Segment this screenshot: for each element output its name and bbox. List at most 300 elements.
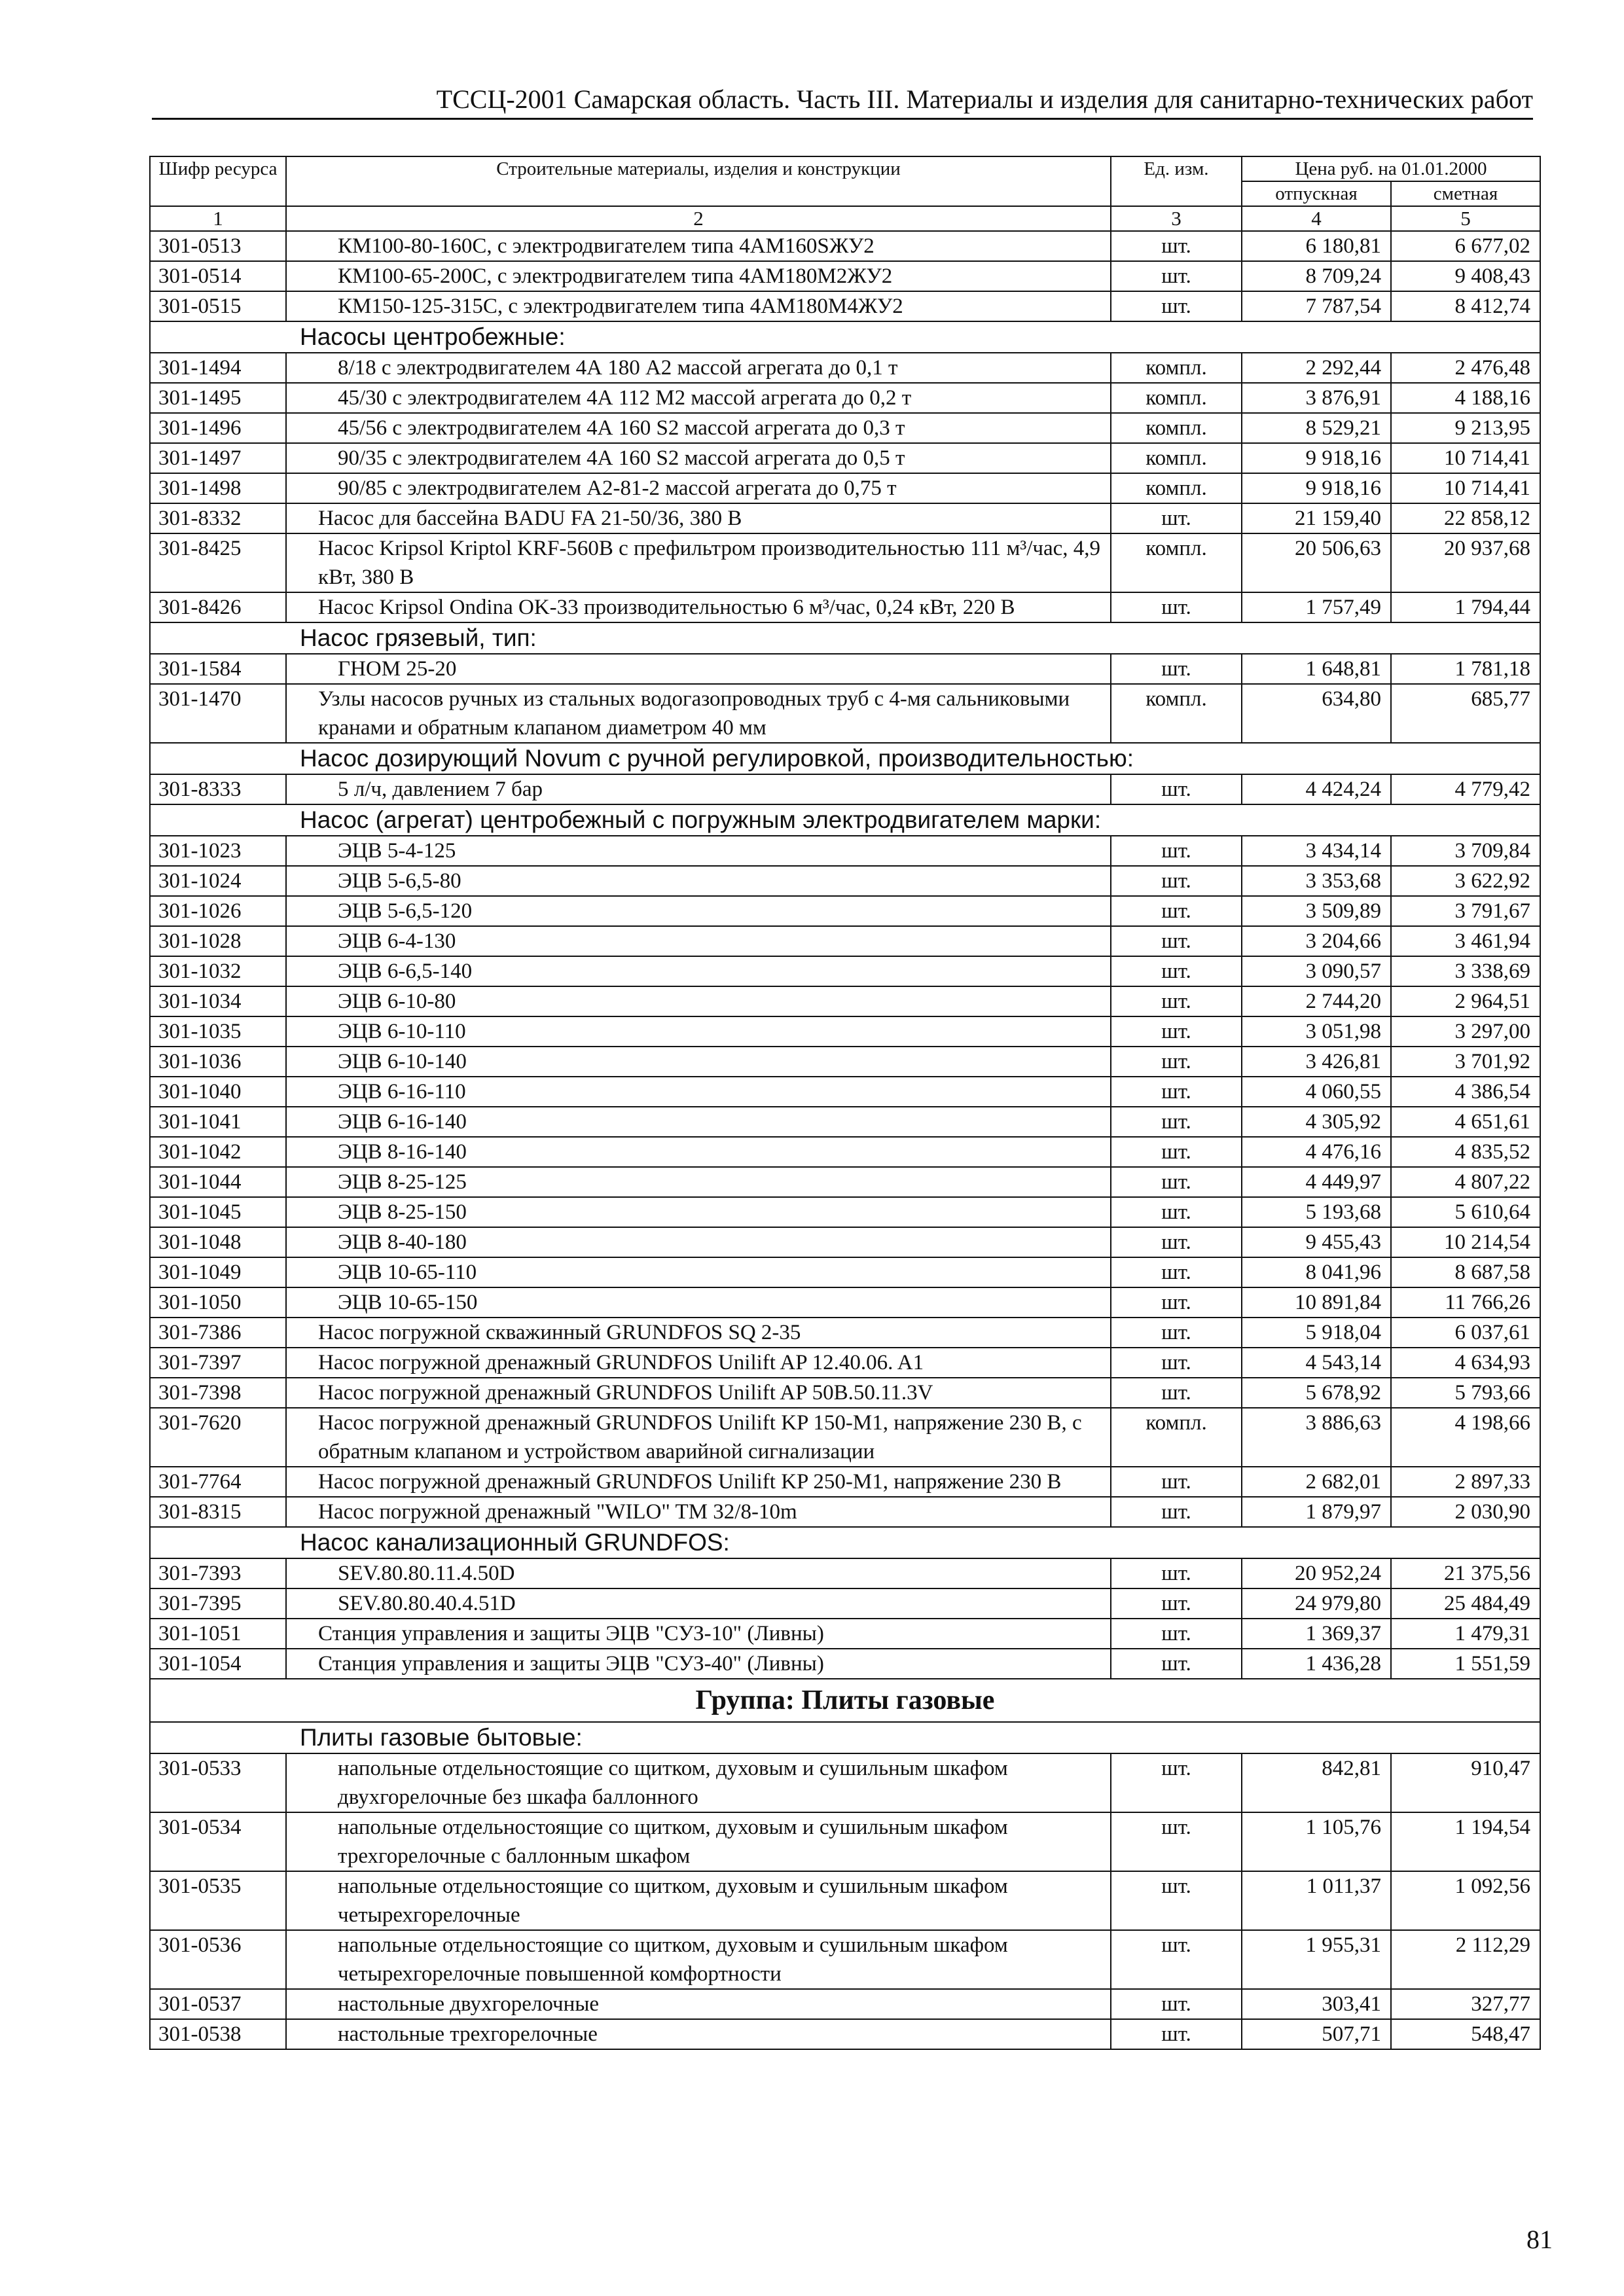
unit-cell: компл. [1111,443,1242,473]
resource-code-cell: 301-1049 [150,1257,286,1287]
resource-code-cell: 301-1041 [150,1107,286,1137]
resource-code-cell: 301-1036 [150,1047,286,1077]
unit-cell: шт. [1111,592,1242,622]
estimate-price-cell: 9 408,43 [1391,261,1540,291]
unit-cell: шт. [1111,1871,1242,1930]
table-row [150,1107,1540,1137]
table-row [150,1753,1540,1812]
table-row [150,1348,1540,1378]
resource-code-cell: 301-1034 [150,986,286,1016]
resource-code-cell: 301-7764 [150,1467,286,1497]
estimate-price-cell: 3 709,84 [1391,836,1540,866]
resource-code-cell: 301-1028 [150,926,286,956]
table-row [150,1257,1540,1287]
header-price-release: отпускная [1242,181,1391,206]
resource-code-cell: 301-1024 [150,866,286,896]
table-row [150,956,1540,986]
release-price-cell: 4 060,55 [1242,1077,1391,1107]
estimate-price-cell: 5 793,66 [1391,1378,1540,1408]
release-price-cell: 634,80 [1242,684,1391,743]
release-price-cell: 4 476,16 [1242,1137,1391,1167]
release-price-cell: 1 011,37 [1242,1871,1391,1930]
material-name-cell: ЭЦВ 8-16-140 [286,1137,1111,1167]
section-heading-row [150,743,1540,774]
material-name-cell: Насос погружной дренажный GRUNDFOS Unilift KP 150-M1, напряжение 230 В, с обратным клапаном и устройством аварийной сигнализации [286,1408,1111,1467]
table-row [150,533,1540,592]
price-table-body [150,231,1540,2049]
column-number: 2 [286,206,1111,231]
section-heading-row [150,321,1540,353]
material-name-cell: Станция управления и защиты ЭЦВ "СУЗ-10" (Ливны) [286,1619,1111,1649]
unit-cell: шт. [1111,866,1242,896]
table-row [150,383,1540,413]
table-row [150,291,1540,321]
column-number: 4 [1242,206,1391,231]
material-name-cell: ЭЦВ 6-4-130 [286,926,1111,956]
resource-code-cell: 301-1040 [150,1077,286,1107]
estimate-price-cell: 22 858,12 [1391,503,1540,533]
resource-code-cell: 301-1042 [150,1137,286,1167]
material-name-cell: Насос погружной дренажный GRUNDFOS Unilift AP 50B.50.11.3V [286,1378,1111,1408]
material-name-cell: Насос Kripsol Ondina OK-33 производительностью 6 м³/час, 0,24 кВт, 220 В [286,592,1111,622]
material-name-cell: ЭЦВ 5-6,5-120 [286,896,1111,926]
resource-code-cell: 301-1498 [150,473,286,503]
table-row [150,1558,1540,1588]
resource-code-cell: 301-1035 [150,1016,286,1047]
unit-cell: шт. [1111,654,1242,684]
column-number: 3 [1111,206,1242,231]
unit-cell: шт. [1111,1378,1242,1408]
estimate-price-cell: 9 213,95 [1391,413,1540,443]
unit-cell: шт. [1111,1558,1242,1588]
estimate-price-cell: 910,47 [1391,1753,1540,1812]
table-row [150,1227,1540,1257]
release-price-cell: 1 369,37 [1242,1619,1391,1649]
release-price-cell: 3 876,91 [1242,383,1391,413]
resource-code-cell: 301-8426 [150,592,286,622]
resource-code-cell: 301-0535 [150,1871,286,1930]
resource-code-cell: 301-1584 [150,654,286,684]
estimate-price-cell: 2 897,33 [1391,1467,1540,1497]
table-row [150,413,1540,443]
estimate-price-cell: 1 479,31 [1391,1619,1540,1649]
release-price-cell: 3 426,81 [1242,1047,1391,1077]
unit-cell: шт. [1111,774,1242,804]
section-heading: Плиты газовые бытовые: [150,1722,1540,1753]
material-name-cell: ЭЦВ 10-65-110 [286,1257,1111,1287]
section-heading-row [150,804,1540,836]
material-name-cell: 90/35 с электродвигателем 4А 160 S2 массой агрегата до 0,5 т [286,443,1111,473]
unit-cell: шт. [1111,1497,1242,1527]
estimate-price-cell: 6 037,61 [1391,1318,1540,1348]
unit-cell: шт. [1111,986,1242,1016]
group-heading-row [150,1679,1540,1722]
table-row [150,1408,1540,1467]
resource-code-cell: 301-1050 [150,1287,286,1318]
table-row [150,1812,1540,1871]
estimate-price-cell: 4 198,66 [1391,1408,1540,1467]
release-price-cell: 303,41 [1242,1989,1391,2019]
estimate-price-cell: 25 484,49 [1391,1588,1540,1619]
unit-cell: шт. [1111,1753,1242,1812]
estimate-price-cell: 4 634,93 [1391,1348,1540,1378]
release-price-cell: 507,71 [1242,2019,1391,2049]
material-name-cell: ЭЦВ 6-16-110 [286,1077,1111,1107]
material-name-cell: настольные двухгорелочные [286,1989,1111,2019]
release-price-cell: 9 918,16 [1242,443,1391,473]
release-price-cell: 2 744,20 [1242,986,1391,1016]
resource-code-cell: 301-8425 [150,533,286,592]
unit-cell: шт. [1111,1137,1242,1167]
release-price-cell: 5 918,04 [1242,1318,1391,1348]
estimate-price-cell: 1 092,56 [1391,1871,1540,1930]
release-price-cell: 24 979,80 [1242,1588,1391,1619]
unit-cell: шт. [1111,926,1242,956]
estimate-price-cell: 8 687,58 [1391,1257,1540,1287]
material-name-cell: Насос погружной скважинный GRUNDFOS SQ 2-35 [286,1318,1111,1348]
unit-cell: шт. [1111,1930,1242,1989]
release-price-cell: 1 757,49 [1242,592,1391,622]
material-name-cell: Насос для бассейна BADU FA 21-50/36, 380 В [286,503,1111,533]
estimate-price-cell: 1 781,18 [1391,654,1540,684]
material-name-cell: Узлы насосов ручных из стальных водогазопроводных труб с 4-мя сальниковыми кранами и обратным клапаном диаметром 40 мм [286,684,1111,743]
material-name-cell: ЭЦВ 8-25-150 [286,1197,1111,1227]
material-name-cell: КМ100-80-160С, с электродвигателем типа 4АМ160SЖУ2 [286,231,1111,261]
material-name-cell: 90/85 с электродвигателем А2-81-2 массой агрегата до 0,75 т [286,473,1111,503]
resource-code-cell: 301-7398 [150,1378,286,1408]
estimate-price-cell: 3 461,94 [1391,926,1540,956]
table-row [150,231,1540,261]
release-price-cell: 1 648,81 [1242,654,1391,684]
material-name-cell: 8/18 с электродвигателем 4А 180 А2 массой агрегата до 0,1 т [286,353,1111,383]
table-row [150,774,1540,804]
estimate-price-cell: 327,77 [1391,1989,1540,2019]
resource-code-cell: 301-8315 [150,1497,286,1527]
estimate-price-cell: 11 766,26 [1391,1287,1540,1318]
header-name: Строительные материалы, изделия и конструкции [286,156,1111,206]
unit-cell: шт. [1111,1649,1242,1679]
unit-cell: шт. [1111,1227,1242,1257]
unit-cell: шт. [1111,1318,1242,1348]
release-price-cell: 1 436,28 [1242,1649,1391,1679]
release-price-cell: 4 449,97 [1242,1167,1391,1197]
estimate-price-cell: 548,47 [1391,2019,1540,2049]
estimate-price-cell: 5 610,64 [1391,1197,1540,1227]
table-row [150,866,1540,896]
column-number: 1 [150,206,286,231]
unit-cell: шт. [1111,896,1242,926]
estimate-price-cell: 2 964,51 [1391,986,1540,1016]
release-price-cell: 8 709,24 [1242,261,1391,291]
table-row [150,926,1540,956]
table-row [150,443,1540,473]
estimate-price-cell: 3 297,00 [1391,1016,1540,1047]
release-price-cell: 3 051,98 [1242,1016,1391,1047]
release-price-cell: 1 955,31 [1242,1930,1391,1989]
table-row [150,1649,1540,1679]
resource-code-cell: 301-1026 [150,896,286,926]
unit-cell: компл. [1111,473,1242,503]
table-row [150,684,1540,743]
release-price-cell: 3 886,63 [1242,1408,1391,1467]
estimate-price-cell: 21 375,56 [1391,1558,1540,1588]
unit-cell: шт. [1111,1588,1242,1619]
material-name-cell: напольные отдельностоящие со щитком, духовым и сушильным шкафом двухгорелочные без шкафа баллонного [286,1753,1111,1812]
resource-code-cell: 301-7620 [150,1408,286,1467]
resource-code-cell: 301-7386 [150,1318,286,1348]
release-price-cell: 5 678,92 [1242,1378,1391,1408]
page-header-title: ТССЦ-2001 Самарская область. Часть III. Материалы и изделия для санитарно-технических работ [436,84,1533,114]
release-price-cell: 3 353,68 [1242,866,1391,896]
resource-code-cell: 301-1051 [150,1619,286,1649]
material-name-cell: ЭЦВ 5-4-125 [286,836,1111,866]
estimate-price-cell: 4 779,42 [1391,774,1540,804]
material-name-cell: 45/30 с электродвигателем 4А 112 М2 массой агрегата до 0,2 т [286,383,1111,413]
table-row [150,1378,1540,1408]
table-row [150,1077,1540,1107]
material-name-cell: настольные трехгорелочные [286,2019,1111,2049]
unit-cell: шт. [1111,1619,1242,1649]
estimate-price-cell: 1 194,54 [1391,1812,1540,1871]
unit-cell: шт. [1111,291,1242,321]
resource-code-cell: 301-1045 [150,1197,286,1227]
table-row [150,473,1540,503]
header-price-group: Цена руб. на 01.01.2000 [1242,156,1540,181]
material-name-cell: Насос Kripsol Kriptol KRF-560B с префильтром производительностью 111 м³/час, 4,9 кВт, 380 В [286,533,1111,592]
release-price-cell: 842,81 [1242,1753,1391,1812]
section-heading: Насосы центробежные: [150,321,1540,353]
estimate-price-cell: 3 701,92 [1391,1047,1540,1077]
header-price-estimate: сметная [1391,181,1540,206]
table-row [150,2019,1540,2049]
release-price-cell: 5 193,68 [1242,1197,1391,1227]
release-price-cell: 1 105,76 [1242,1812,1391,1871]
section-heading-row [150,1527,1540,1558]
material-name-cell: SEV.80.80.40.4.51D [286,1588,1111,1619]
header-rule [152,118,1533,120]
unit-cell: компл. [1111,383,1242,413]
unit-cell: шт. [1111,1167,1242,1197]
section-heading: Насос канализационный GRUNDFOS: [150,1527,1540,1558]
material-name-cell: Насос погружной дренажный "WILO" TM 32/8-10m [286,1497,1111,1527]
unit-cell: шт. [1111,503,1242,533]
estimate-price-cell: 3 791,67 [1391,896,1540,926]
release-price-cell: 4 424,24 [1242,774,1391,804]
release-price-cell: 7 787,54 [1242,291,1391,321]
table-row [150,986,1540,1016]
unit-cell: шт. [1111,2019,1242,2049]
unit-cell: шт. [1111,1077,1242,1107]
table-row [150,836,1540,866]
estimate-price-cell: 4 651,61 [1391,1107,1540,1137]
material-name-cell: Насос погружной дренажный GRUNDFOS Unilift AP 12.40.06. A1 [286,1348,1111,1378]
release-price-cell: 9 455,43 [1242,1227,1391,1257]
resource-code-cell: 301-8332 [150,503,286,533]
release-price-cell: 8 041,96 [1242,1257,1391,1287]
material-name-cell: КМ100-65-200С, с электродвигателем типа 4АМ180М2ЖУ2 [286,261,1111,291]
estimate-price-cell: 2 112,29 [1391,1930,1540,1989]
material-name-cell: ЭЦВ 8-25-125 [286,1167,1111,1197]
estimate-price-cell: 10 214,54 [1391,1227,1540,1257]
section-heading-row [150,1722,1540,1753]
estimate-price-cell: 10 714,41 [1391,443,1540,473]
table-row [150,503,1540,533]
unit-cell: шт. [1111,1348,1242,1378]
estimate-price-cell: 20 937,68 [1391,533,1540,592]
release-price-cell: 4 543,14 [1242,1348,1391,1378]
unit-cell: шт. [1111,1467,1242,1497]
price-table [149,156,1541,2050]
unit-cell: шт. [1111,1016,1242,1047]
unit-cell: компл. [1111,684,1242,743]
table-row [150,1137,1540,1167]
table-row [150,1016,1540,1047]
table-row [150,1047,1540,1077]
unit-cell: шт. [1111,261,1242,291]
unit-cell: шт. [1111,1107,1242,1137]
material-name-cell: 45/56 с электродвигателем 4А 160 S2 массой агрегата до 0,3 т [286,413,1111,443]
estimate-price-cell: 3 338,69 [1391,956,1540,986]
estimate-price-cell: 3 622,92 [1391,866,1540,896]
estimate-price-cell: 4 807,22 [1391,1167,1540,1197]
resource-code-cell: 301-1497 [150,443,286,473]
release-price-cell: 21 159,40 [1242,503,1391,533]
table-row [150,1497,1540,1527]
estimate-price-cell: 2 476,48 [1391,353,1540,383]
release-price-cell: 10 891,84 [1242,1287,1391,1318]
release-price-cell: 8 529,21 [1242,413,1391,443]
material-name-cell: Станция управления и защиты ЭЦВ "СУЗ-40" (Ливны) [286,1649,1111,1679]
section-heading: Насос грязевый, тип: [150,622,1540,654]
material-name-cell: SEV.80.80.11.4.50D [286,1558,1111,1588]
material-name-cell: 5 л/ч, давлением 7 бар [286,774,1111,804]
material-name-cell: напольные отдельностоящие со щитком, духовым и сушильным шкафом трехгорелочные с баллонным шкафом [286,1812,1111,1871]
resource-code-cell: 301-0536 [150,1930,286,1989]
section-heading-row [150,622,1540,654]
resource-code-cell: 301-1023 [150,836,286,866]
estimate-price-cell: 10 714,41 [1391,473,1540,503]
material-name-cell: ЭЦВ 6-10-140 [286,1047,1111,1077]
resource-code-cell: 301-0514 [150,261,286,291]
resource-code-cell: 301-1470 [150,684,286,743]
release-price-cell: 3 204,66 [1242,926,1391,956]
release-price-cell: 3 434,14 [1242,836,1391,866]
estimate-price-cell: 1 551,59 [1391,1649,1540,1679]
section-heading: Насос дозирующий Novum с ручной регулировкой, производительностью: [150,743,1540,774]
material-name-cell: Насос погружной дренажный GRUNDFOS Unilift KP 250-M1, напряжение 230 В [286,1467,1111,1497]
table-row [150,1989,1540,2019]
estimate-price-cell: 685,77 [1391,684,1540,743]
material-name-cell: ЭЦВ 8-40-180 [286,1227,1111,1257]
resource-code-cell: 301-1494 [150,353,286,383]
unit-cell: шт. [1111,836,1242,866]
material-name-cell: ЭЦВ 6-10-110 [286,1016,1111,1047]
estimate-price-cell: 1 794,44 [1391,592,1540,622]
price-table-head [150,156,1540,231]
table-row [150,1467,1540,1497]
material-name-cell: ЭЦВ 6-6,5-140 [286,956,1111,986]
material-name-cell: напольные отдельностоящие со щитком, духовым и сушильным шкафом четырехгорелочные повышенной комфортности [286,1930,1111,1989]
release-price-cell: 20 952,24 [1242,1558,1391,1588]
unit-cell: шт. [1111,1257,1242,1287]
table-row [150,592,1540,622]
resource-code-cell: 301-7395 [150,1588,286,1619]
resource-code-cell: 301-0537 [150,1989,286,2019]
unit-cell: компл. [1111,533,1242,592]
estimate-price-cell: 6 677,02 [1391,231,1540,261]
unit-cell: шт. [1111,231,1242,261]
resource-code-cell: 301-1495 [150,383,286,413]
table-row [150,1318,1540,1348]
estimate-price-cell: 4 835,52 [1391,1137,1540,1167]
release-price-cell: 1 879,97 [1242,1497,1391,1527]
resource-code-cell: 301-0533 [150,1753,286,1812]
release-price-cell: 2 292,44 [1242,353,1391,383]
material-name-cell: КМ150-125-315С, с электродвигателем типа 4АМ180М4ЖУ2 [286,291,1111,321]
unit-cell: шт. [1111,956,1242,986]
resource-code-cell: 301-7397 [150,1348,286,1378]
material-name-cell: ЭЦВ 10-65-150 [286,1287,1111,1318]
unit-cell: шт. [1111,1287,1242,1318]
estimate-price-cell: 8 412,74 [1391,291,1540,321]
resource-code-cell: 301-1496 [150,413,286,443]
release-price-cell: 3 509,89 [1242,896,1391,926]
release-price-cell: 6 180,81 [1242,231,1391,261]
estimate-price-cell: 4 188,16 [1391,383,1540,413]
resource-code-cell: 301-1054 [150,1649,286,1679]
table-row [150,1619,1540,1649]
group-heading: Группа: Плиты газовые [150,1679,1540,1722]
estimate-price-cell: 2 030,90 [1391,1497,1540,1527]
table-row [150,1588,1540,1619]
resource-code-cell: 301-1044 [150,1167,286,1197]
resource-code-cell: 301-0538 [150,2019,286,2049]
table-row [150,1871,1540,1930]
unit-cell: шт. [1111,1197,1242,1227]
table-row [150,1167,1540,1197]
section-heading: Насос (агрегат) центробежный с погружным электродвигателем марки: [150,804,1540,836]
material-name-cell: ЭЦВ 6-16-140 [286,1107,1111,1137]
table-row [150,1287,1540,1318]
resource-code-cell: 301-1032 [150,956,286,986]
unit-cell: шт. [1111,1989,1242,2019]
unit-cell: компл. [1111,353,1242,383]
material-name-cell: напольные отдельностоящие со щитком, духовым и сушильным шкафом четырехгорелочные [286,1871,1111,1930]
release-price-cell: 3 090,57 [1242,956,1391,986]
table-row [150,353,1540,383]
unit-cell: компл. [1111,1408,1242,1467]
table-row [150,654,1540,684]
header-code: Шифр ресурса [150,156,286,206]
estimate-price-cell: 4 386,54 [1391,1077,1540,1107]
unit-cell: компл. [1111,413,1242,443]
resource-code-cell: 301-1048 [150,1227,286,1257]
unit-cell: шт. [1111,1047,1242,1077]
page-number: 81 [1526,2225,1553,2254]
table-row [150,896,1540,926]
header-unit: Ед. изм. [1111,156,1242,206]
unit-cell: шт. [1111,1812,1242,1871]
table-row [150,1197,1540,1227]
release-price-cell: 4 305,92 [1242,1107,1391,1137]
table-row [150,261,1540,291]
resource-code-cell: 301-8333 [150,774,286,804]
release-price-cell: 9 918,16 [1242,473,1391,503]
material-name-cell: ГНОМ 25-20 [286,654,1111,684]
resource-code-cell: 301-0513 [150,231,286,261]
material-name-cell: ЭЦВ 5-6,5-80 [286,866,1111,896]
release-price-cell: 2 682,01 [1242,1467,1391,1497]
